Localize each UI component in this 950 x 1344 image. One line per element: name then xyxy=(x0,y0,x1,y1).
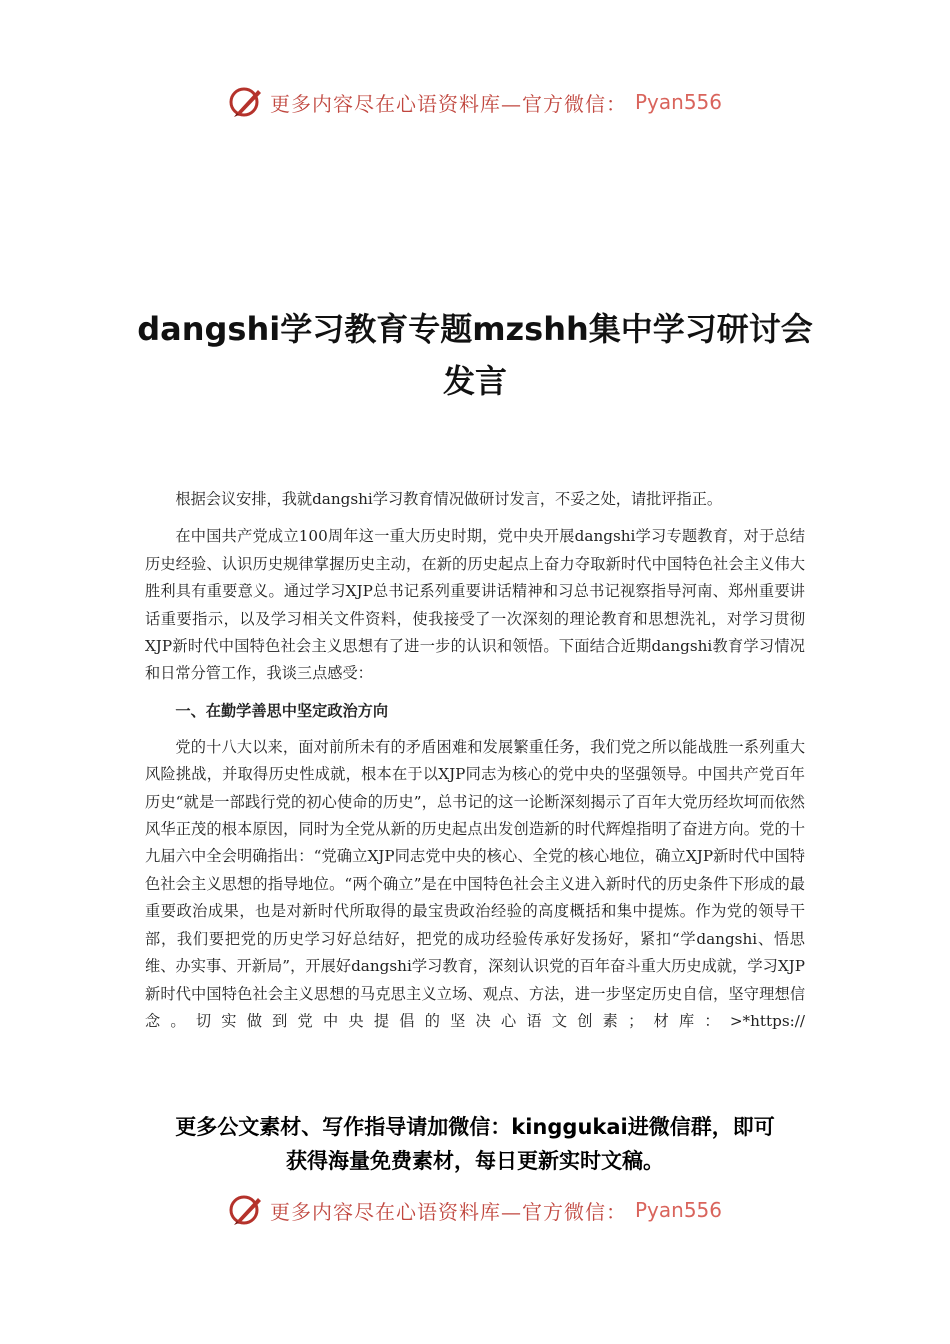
intro-paragraph: 根据会议安排，我就dangshi学习教育情况做研讨发言，不妥之处，请批评指正。 xyxy=(175,490,723,508)
watermark-wechat-id: Pyan556 xyxy=(634,90,722,114)
paragraph-1: 在中国共产党成立100周年这一重大历史时期，党中央开展dangshi学习专题教育，对于总结历史经验、认识历史规律掌握历史主动，在新的历史起点上奋力夺取新时代中国特色社会主义伟大胜利具有重要意义。通过学习XJP总书记系列重要讲话精神和习总书记视察指导河南、郑州重要讲话重要指示，以及学习相关文件资料，使我接受了一次深刻的理论教育和思想洗礼，对学习贯彻XJP新时代中国特色社会主义思想有了进一步的认识和领悟。下面结合近期dangshi教育学习情况和日常分管工作，我谈三点感受： xyxy=(145,527,805,683)
watermark-wechat-id: Pyan556 xyxy=(634,1198,722,1222)
watermark-text: 更多内容尽在心语资料库—官方微信： xyxy=(269,1199,627,1224)
document-title: dangshi学习教育专题mzshh集中学习研讨会发言 xyxy=(137,310,813,400)
paragraph-2: 党的十八大以来，面对前所未有的矛盾困难和发展繁重任务，我们党之所以能战胜一系列重大风险挑战，并取得历史性成就，根本在于以XJP同志为核心的党中央的坚强领导。中国共产党百年历史“就是一部践行党的初心使命的历史”，总书记的这一论断深刻揭示了百年大党历经坎坷而依然风华正茂的根本原因，同时为全党从新的历史起点出发创造新的时代辉煌指明了奋进方向。党的十九届六中全会明确指出：“党确立XJP同志党中央的核心、全党的核心地位，确立XJP新时代中国特色社会主义思想的指导地位。“两个确立”是在中国特色社会主义进入新时代的历史条件下形成的最重要政治成果，也是对新时代所取得的最宝贵政治经验的高度概括和集中提炼。作为党的领导干部，我们要把党的历史学习好总结好，把党的成功经验传承好发扬好，紧扣“学dangshi、悟思维、办实事、开新局”，开展好dangshi学习教育，深刻认识党的百年奋斗重大历史成就，学习XJP新时代中国特色社会主义思想的马克思主义立场、观点、方法，进一步坚定历史自信，坚守理想信念。切实做到党中央提倡的坚决心语文创素；材库：>*https:// xyxy=(145,737,805,1030)
promo-line-1: 更多公文素材、写作指导请加微信：kinggukai进微信群，即可 xyxy=(175,1115,775,1139)
promo-line-2: 获得海量免费素材，每日更新实时文稿。 xyxy=(286,1149,664,1173)
pen-logo-icon xyxy=(228,1192,264,1228)
promo-notice xyxy=(100,1110,850,1178)
pen-logo-icon xyxy=(228,84,264,120)
watermark-banner-top xyxy=(0,84,950,120)
watermark-text: 更多内容尽在心语资料库—官方微信： xyxy=(269,91,627,116)
section-heading-1: 一、在勤学善思中坚定政治方向 xyxy=(175,701,389,720)
document-body xyxy=(145,486,805,1043)
watermark-banner-bottom xyxy=(0,1192,950,1228)
